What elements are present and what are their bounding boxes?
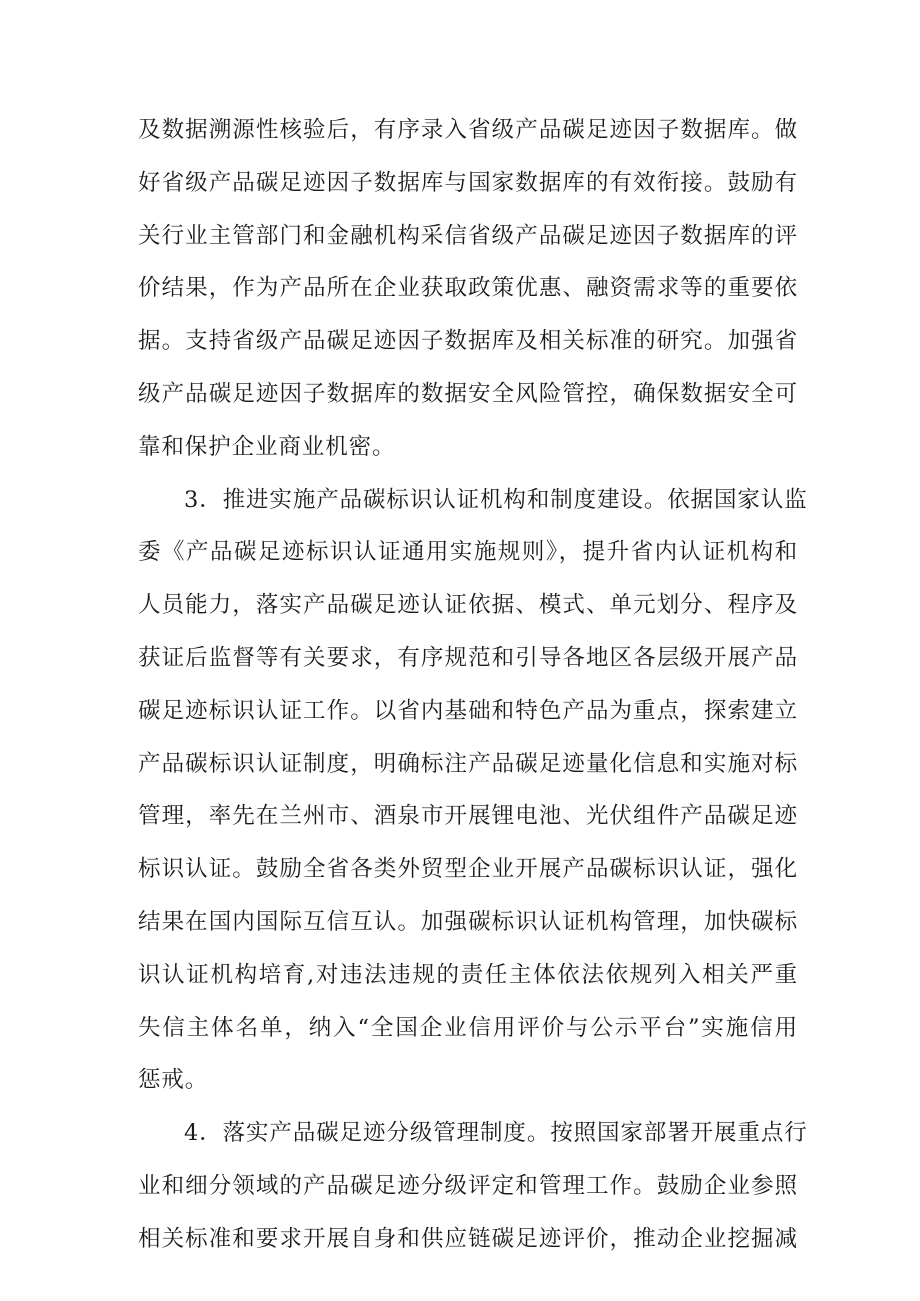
paragraph-continued: [138, 104, 798, 474]
text-line: 管理，率先在兰州市、酒泉市开展锂电池、光伏组件产品碳足迹: [138, 803, 798, 830]
text-line: 产品碳标识认证制度，明确标注产品碳足迹量化信息和实施对标: [138, 750, 798, 777]
text-line: 相关标准和要求开展自身和供应链碳足迹评价，推动企业挖掘减: [138, 1225, 798, 1252]
text-line: 识认证机构培育,对违法违规的责任主体依法依规列入相关严重: [138, 961, 798, 988]
text-line: 委《产品碳足迹标识认证通用实施规则》，提升省内认证机构和: [138, 539, 798, 566]
text-line: 好省级产品碳足迹因子数据库与国家数据库的有效衔接。鼓励有: [138, 169, 798, 196]
paragraph-item-3: [138, 474, 808, 1108]
paragraph-item-4: [138, 1107, 808, 1265]
text-line: 及数据溯源性核验后，有序录入省级产品碳足迹因子数据库。做: [138, 117, 798, 143]
document-body: [138, 104, 808, 1266]
text-line: 价结果，作为产品所在企业获取政策优惠、融资需求等的重要依: [138, 275, 798, 302]
text-line: 结果在国内国际互信互认。加强碳标识认证机构管理，加快碳标: [138, 908, 798, 935]
text-line: 靠和保护企业商业机密。: [138, 433, 396, 460]
text-line: 3．推进实施产品碳标识认证机构和制度建设。依据国家认监: [184, 486, 808, 513]
text-line: 据。支持省级产品碳足迹因子数据库及相关标准的研究。加强省: [138, 328, 798, 355]
text-line: 惩戒。: [138, 1067, 209, 1094]
text-line: 4．落实产品碳足迹分级管理制度。按照国家部署开展重点行: [184, 1120, 808, 1147]
text-line: 关行业主管部门和金融机构采信省级产品碳足迹因子数据库的评: [138, 222, 798, 249]
text-line: 业和细分领域的产品碳足迹分级评定和管理工作。鼓励企业参照: [138, 1172, 798, 1199]
text-line: 获证后监督等有关要求，有序规范和引导各地区各层级开展产品: [138, 644, 798, 671]
text-line: 碳足迹标识认证工作。以省内基础和特色产品为重点，探索建立: [138, 697, 798, 724]
text-line: 失信主体名单，纳入“全国企业信用评价与公示平台”实施信用: [138, 1014, 798, 1041]
text-line: 人员能力，落实产品碳足迹认证依据、模式、单元划分、程序及: [138, 592, 798, 619]
text-line: 标识认证。鼓励全省各类外贸型企业开展产品碳标识认证，强化: [138, 856, 798, 883]
text-line: 级产品碳足迹因子数据库的数据安全风险管控，确保数据安全可: [138, 380, 798, 407]
